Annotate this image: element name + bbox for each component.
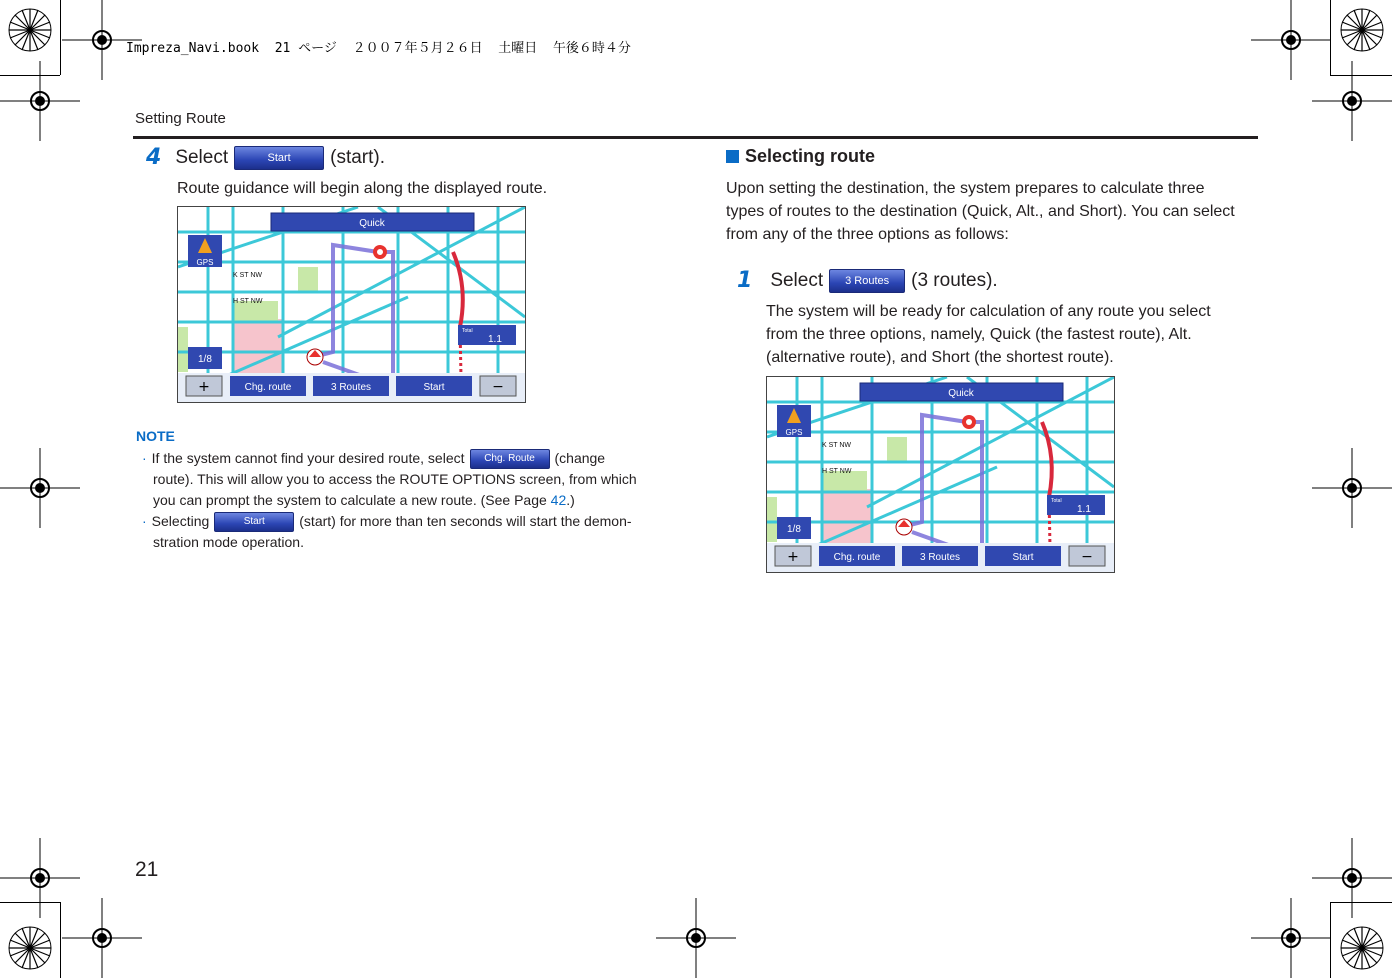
svg-text:Start: Start	[1012, 552, 1034, 563]
step-1-description: The system will be ready for calculation of any route you select from the three options, namely, Quick (the fastest route), Alt. (alternative route), and Short (the shortest route).	[766, 303, 1211, 366]
svg-text:3 Routes: 3 Routes	[330, 382, 372, 393]
step-4-description: Route guidance will begin along the displayed route.	[177, 180, 548, 197]
route-mode-label: Quick	[948, 388, 974, 399]
svg-text:1.1: 1.1	[1077, 504, 1091, 515]
step-select-word: Select	[770, 269, 824, 291]
step-after-text: (3 routes).	[911, 269, 998, 291]
bullet: ·	[142, 450, 147, 466]
step-after-text: (start).	[330, 146, 386, 168]
three-routes-button-image: 3 Routes	[829, 269, 905, 293]
page-number: 21	[135, 858, 159, 881]
header-rule	[133, 136, 1258, 139]
sunburst-mark-icon	[8, 926, 52, 970]
svg-text:−: −	[1081, 549, 1093, 565]
svg-text:Total: Total	[1051, 498, 1062, 504]
bullet: ·	[142, 513, 147, 529]
step-select-word: Select	[175, 146, 229, 168]
section-intro: Upon setting the destination, the system prepares to calculate three types of routes to the destination (Quick, Alt., and Short). You can select from any of the three options as follows:	[726, 180, 1235, 243]
svg-text:K ST NW: K ST NW	[233, 272, 263, 279]
start-button-image: Start	[214, 512, 294, 532]
sunburst-mark-icon	[1340, 926, 1384, 970]
start-button-image: Start	[234, 146, 324, 170]
svg-text:H ST NW: H ST NW	[822, 468, 852, 475]
registration-mark-icon	[1312, 61, 1392, 141]
svg-text:Total: Total	[462, 328, 473, 334]
sunburst-mark-icon	[8, 8, 52, 52]
step-number: 1	[737, 268, 753, 293]
svg-text:1/8: 1/8	[787, 524, 801, 535]
step-1-title	[737, 268, 998, 293]
svg-text:Chg. route: Chg. route	[833, 552, 881, 563]
svg-text:1/8: 1/8	[198, 354, 212, 365]
navigation-screen-image	[177, 206, 526, 403]
svg-text:GPS: GPS	[785, 428, 803, 437]
registration-mark-icon	[0, 448, 80, 528]
registration-mark-icon	[1251, 898, 1331, 978]
sunburst-mark-icon	[1340, 8, 1384, 52]
note-title: NOTE	[136, 428, 175, 444]
svg-text:Chg. route: Chg. route	[244, 382, 292, 393]
note-item-2: · Selecting Start (start) for more than ten seconds will start the demon- stration mode operation.	[142, 513, 632, 550]
navigation-screen-image	[766, 376, 1115, 573]
registration-mark-icon	[1312, 448, 1392, 528]
svg-text:−: −	[492, 379, 504, 395]
svg-text:Start: Start	[423, 382, 445, 393]
running-head: Setting Route	[135, 110, 226, 127]
svg-text:GPS: GPS	[196, 258, 214, 267]
route-mode-label: Quick	[359, 218, 385, 229]
step-number: 4	[146, 145, 162, 170]
file-header: Impreza_Navi.book 21 ページ ２００７年５月２６日 土曜日 午後６時４分	[126, 41, 631, 56]
chg-route-button-image: Chg. Route	[470, 449, 550, 469]
note-item-1: · If the system cannot find your desired route, select Chg. Route (change route). This will allow you to access the ROUTE OPTIONS screen, from which you can prompt the system to calculate a new route. (See Page 42.)	[142, 450, 637, 508]
svg-text:+: +	[787, 549, 799, 565]
registration-mark-icon	[62, 898, 142, 978]
svg-text:+: +	[198, 379, 210, 395]
map-display	[767, 377, 1114, 572]
svg-text:K ST NW: K ST NW	[822, 442, 852, 449]
map-display	[178, 207, 525, 402]
page-link[interactable]: 42	[550, 492, 567, 508]
section-square-icon	[726, 150, 739, 163]
svg-text:1.1: 1.1	[488, 334, 502, 345]
svg-text:3 Routes: 3 Routes	[919, 552, 961, 563]
step-4-title	[146, 145, 385, 170]
registration-mark-icon	[656, 898, 736, 978]
section-title: Selecting route	[726, 146, 875, 167]
registration-mark-icon	[0, 61, 80, 141]
svg-text:H ST NW: H ST NW	[233, 298, 263, 305]
